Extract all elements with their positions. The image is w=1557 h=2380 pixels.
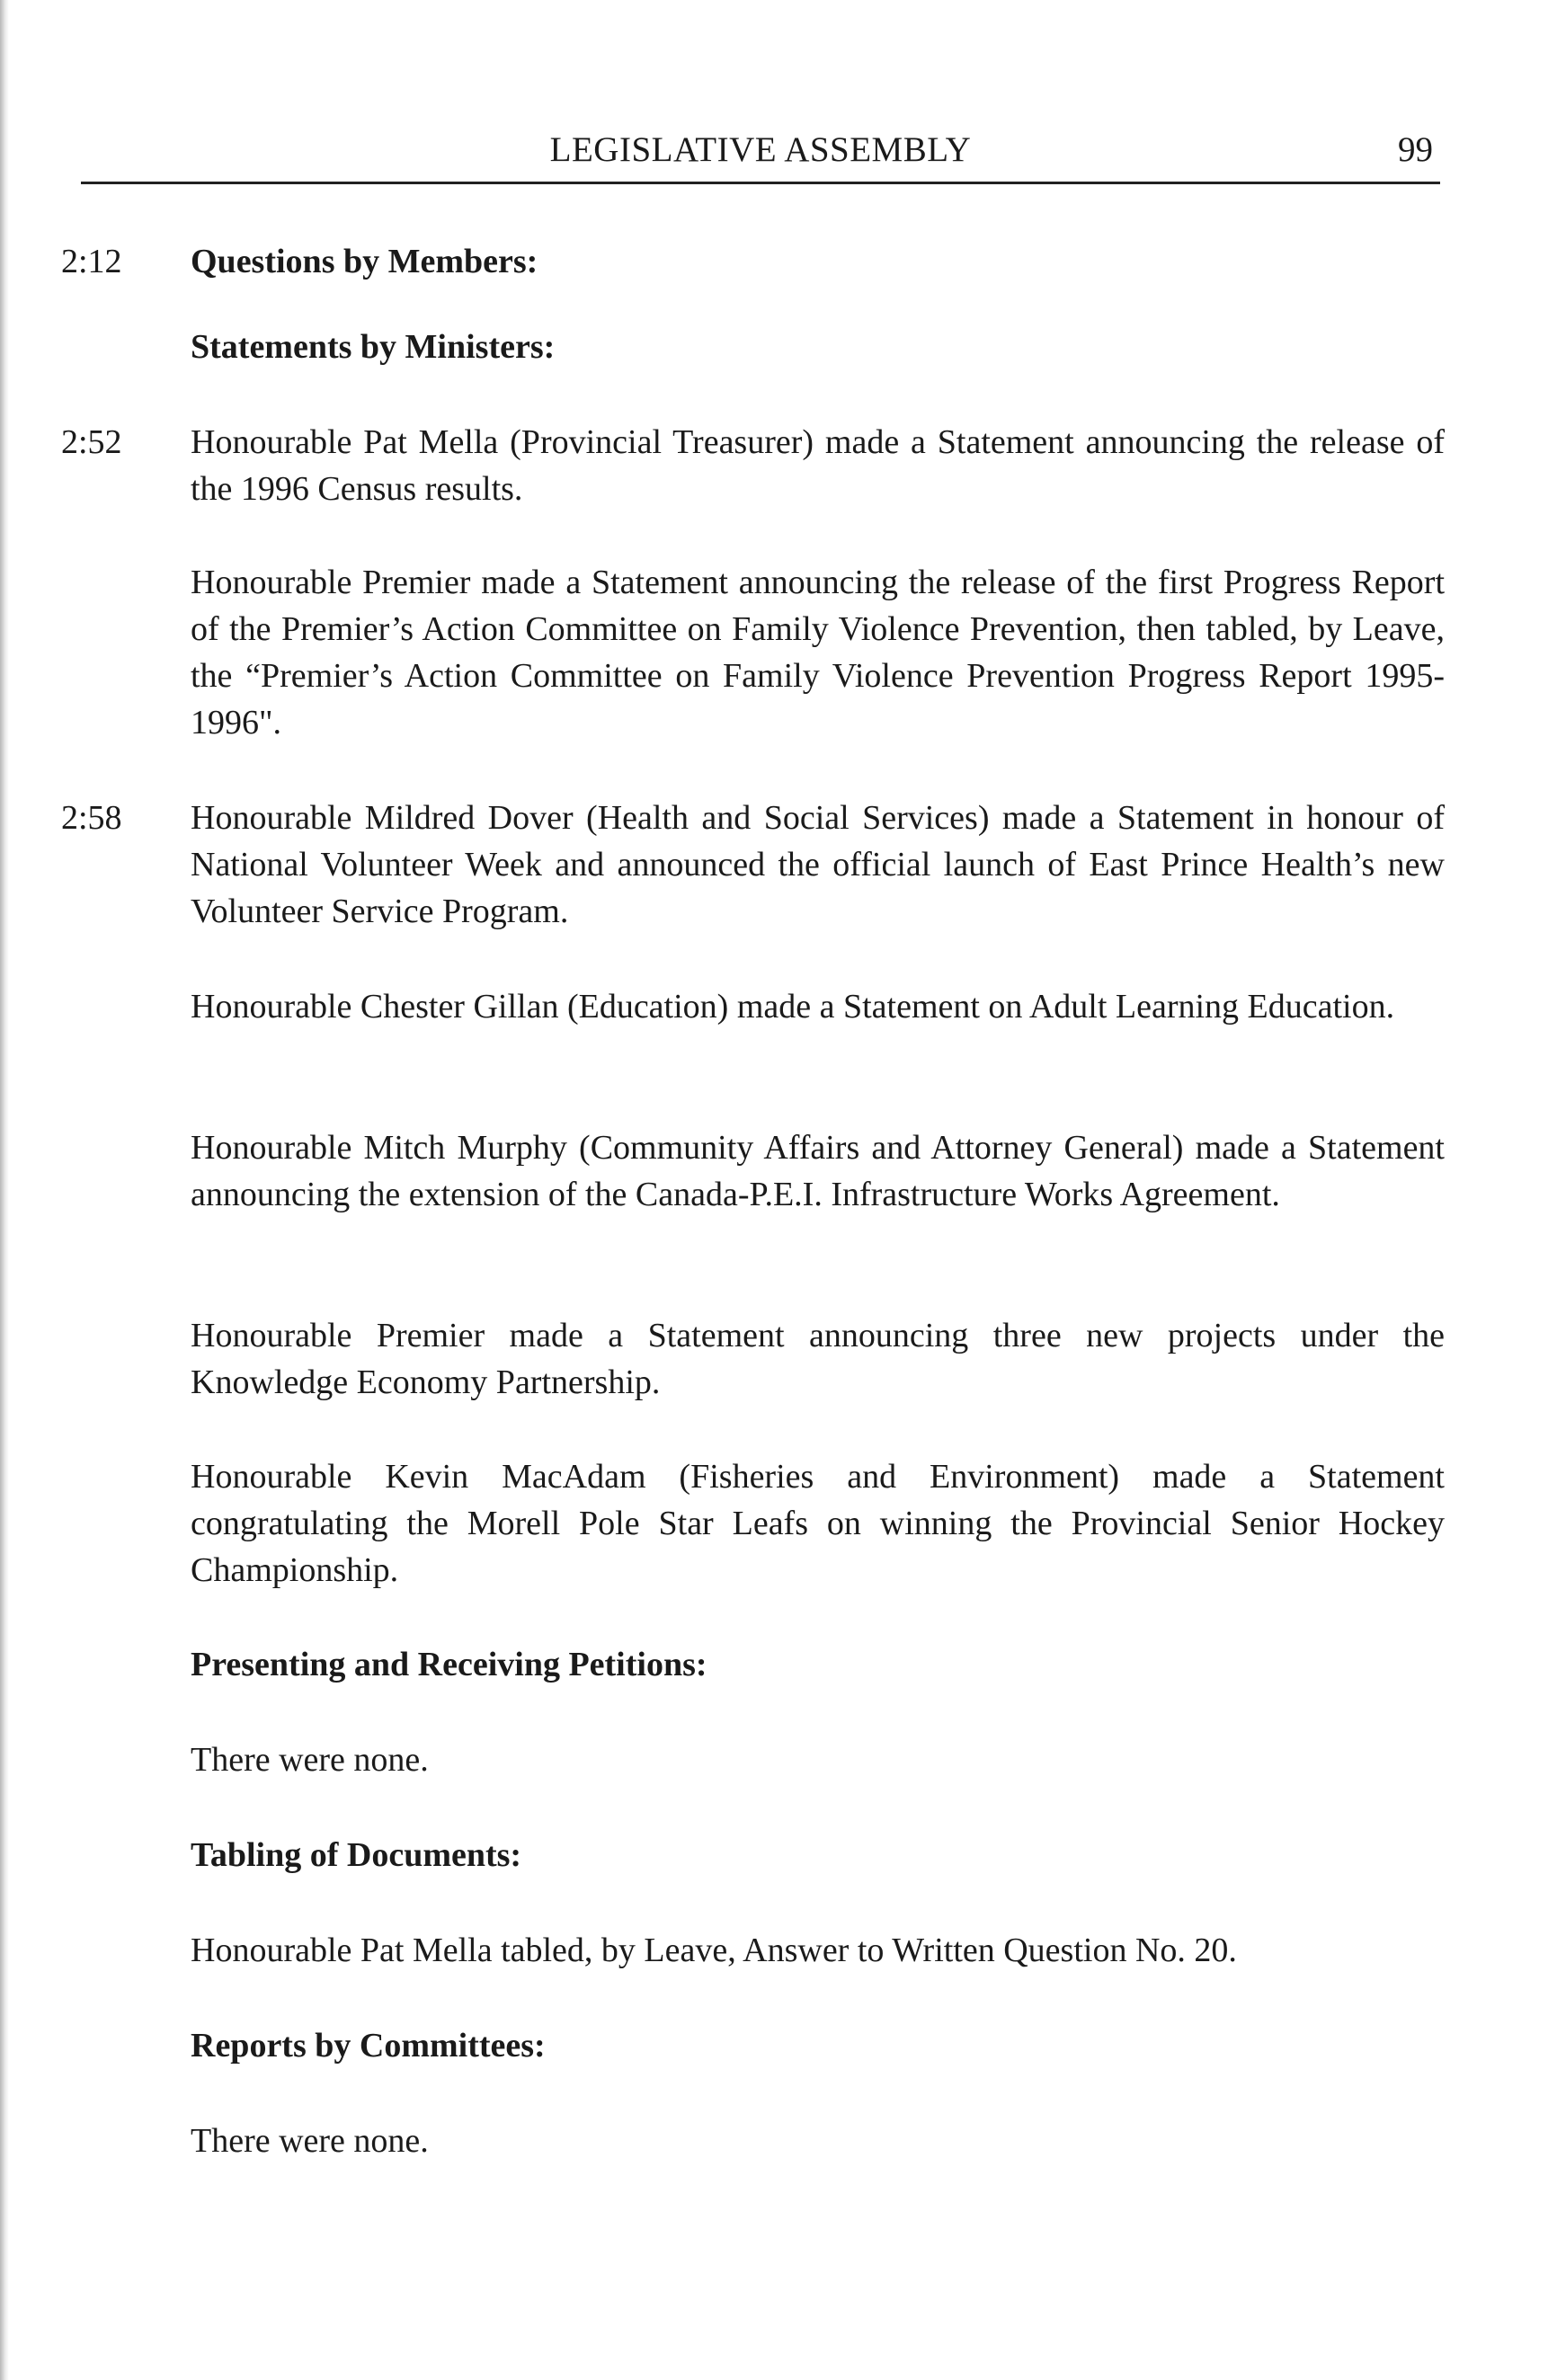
committees-heading: Reports by Committees:: [191, 2027, 546, 2065]
premier-statement-2: Honourable Premier made a Statement announcing three new projects under the Knowledge Economy Partnership.: [191, 1317, 1445, 1401]
gillan-statement: Honourable Chester Gillan (Education) made a Statement on Adult Learning Education.: [191, 988, 1395, 1026]
murphy-statement: Honourable Mitch Murphy (Community Affairs and Attorney General) made a Statement announcing the extension of the Canada-P.E.I. Infrastructure Works Agreement.: [191, 1129, 1445, 1213]
questions-heading: Questions by Members:: [191, 243, 538, 280]
statements-heading: Statements by Ministers:: [191, 328, 556, 366]
page-edge-shadow: [0, 0, 9, 2380]
time-stamp: 2:58: [61, 799, 122, 837]
running-header: [81, 128, 1440, 184]
petitions-heading: Presenting and Receiving Petitions:: [191, 1646, 707, 1683]
premier-statement-1: Honourable Premier made a Statement announcing the release of the first Progress Report of the Premier’s Action Committee on Family Violence Prevention, then tabled, by Leave, the “Premier’s Action Committee on Family Violence Prevention Progress Report 1995-1996".: [191, 564, 1445, 742]
tabling-text: Honourable Pat Mella tabled, by Leave, Answer to Written Question No. 20.: [191, 1932, 1237, 1969]
mella-statement: Honourable Pat Mella (Provincial Treasurer) made a Statement announcing the release of the 1996 Census results.: [191, 423, 1445, 508]
page-number: 99: [1398, 130, 1433, 169]
running-title: LEGISLATIVE ASSEMBLY: [549, 130, 972, 169]
time-stamp: 2:52: [61, 423, 122, 461]
macadam-statement: Honourable Kevin MacAdam (Fisheries and Environment) made a Statement congratulating the Morell Pole Star Leafs on winning the Provincial Senior Hockey Championship.: [191, 1458, 1445, 1589]
dover-statement: Honourable Mildred Dover (Health and Social Services) made a Statement in honour of National Volunteer Week and announced the official launch of East Prince Health’s new Volunteer Service Program.: [191, 799, 1445, 930]
committees-text: There were none.: [191, 2122, 429, 2160]
tabling-heading: Tabling of Documents:: [191, 1836, 522, 1874]
petitions-text: There were none.: [191, 1741, 429, 1779]
time-stamp: 2:12: [61, 243, 122, 280]
